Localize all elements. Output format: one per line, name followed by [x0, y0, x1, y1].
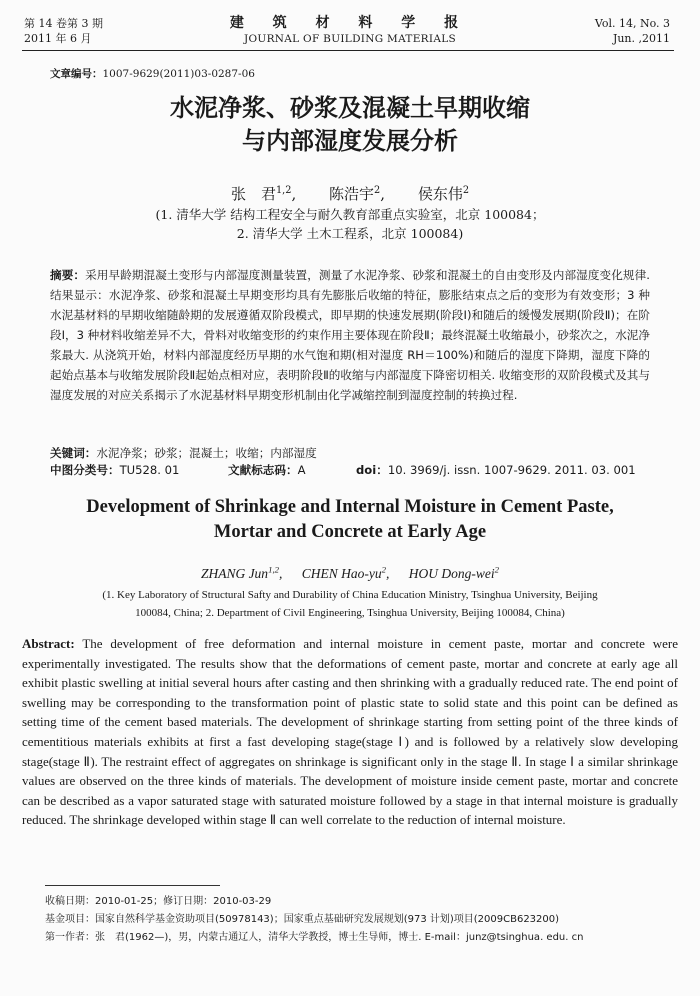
affiliation-cn-line-1: (1. 清华大学 结构工程安全与耐久教育部重点实验室，北京 100084； [155, 207, 545, 222]
document-code: 文献标志码：A [228, 463, 306, 477]
date-en: Jun. ,2011 [612, 32, 670, 45]
footnote-received: 收稿日期：2010-01-25；修订日期：2010-03-29 [45, 896, 272, 907]
keywords-cn-text: 水泥净浆；砂浆；混凝土；收缩；内部湿度 [96, 446, 317, 460]
article-number-value: 1007-9629(2011)03-0287-06 [102, 68, 255, 80]
clc-code: 中图分类号：TU528. 01 [50, 463, 180, 477]
article-number [50, 66, 255, 81]
affiliation-en-line-1: (1. Key Laboratory of Structural Safty and Durability of China Education Ministry, Tsinghua University, Beijing [102, 589, 598, 601]
doi: doi：10. 3969/j. issn. 1007-9629. 2011. 03. 001 [356, 463, 636, 477]
footnote-first-author: 第一作者：张 君(1962—)，男，内蒙古通辽人，清华大学教授，博士生导师，博士. E-mail：junz@tsinghua. edu. cn [45, 932, 584, 943]
volume-en: Vol. 14, No. 3 [594, 17, 670, 30]
affiliation-en-line-2: 100084, China; 2. Department of Civil Engineering, Tsinghua University, Beijing 100084, China) [135, 607, 565, 619]
title-en-line-2: Mortar and Concrete at Early Age [213, 522, 487, 542]
journal-name-cn: 建 筑 材 料 学 报 [229, 15, 471, 31]
keywords-cn-label: 关键词： [50, 446, 97, 460]
keywords-cn [50, 445, 650, 461]
title-en-line-1: Development of Shrinkage and Internal Moisture in Cement Paste, [86, 497, 614, 517]
date-cn: 2011 年 6 月 [24, 32, 92, 45]
journal-name-en: JOURNAL OF BUILDING MATERIALS [244, 33, 456, 45]
article-number-label: 文章编号： [50, 68, 103, 80]
title-cn-line-1: 水泥净浆、砂浆及混凝土早期收缩 [170, 94, 530, 122]
abstract-en-label: Abstract: [22, 636, 75, 651]
abstract-cn-label: 摘要： [50, 268, 86, 282]
abstract-cn [50, 265, 650, 405]
header-volume-en [595, 16, 670, 46]
abstract-cn-text: 采用早龄期混凝土变形与内部湿度测量装置，测量了水泥净浆、砂浆和混凝土的自由变形及内部湿度变化规律. 结果显示：水泥净浆、砂浆和混凝土早期变形均具有先膨胀后收缩的特征，膨胀结束点之后的变形为有效变形；3 种水泥基材料的早期收缩随龄期的发展遵循双阶段模式，即早期的快速发展期(阶段Ⅰ)和随后的缓慢发展期(阶段Ⅱ)；在阶段Ⅰ，3 种材料收缩差异不大，骨料对收缩变形的约束作用主要体现在阶段Ⅱ；最终混凝土收缩最小，砂浆次之，水泥净浆最大. 从浇筑开始，材料内部湿度经历早期的水气饱和期(相对湿度 RH＝100%)和随后的湿度下降期，湿度下降的起始点基本与收缩发展阶段Ⅱ起始点相对应，表明阶段Ⅱ的收缩与内部湿度下降密切相关. 收缩变形的双阶段模式及其与湿度发展的对应关系揭示了水泥基材料早期变形机制由化学减缩控制到湿度控制的转换过程. [50, 268, 650, 402]
author-en: HOU Dong-wei$^2$ [408, 564, 500, 581]
author-cn: 张 君$^{1,2}$, [230, 185, 297, 203]
footnote-funding: 基金项目：国家自然科学基金资助项目(50978143)；国家重点基础研究发展规划(973 计划)项目(2009CB623200) [45, 914, 560, 925]
header-rule [22, 50, 674, 51]
author-cn: 侯东伟$^2$ [417, 185, 470, 203]
author-cn: 陈浩宇$^2$, [329, 185, 386, 203]
title-cn-line-2: 与内部湿度发展分析 [242, 127, 458, 155]
volume-cn: 第 14 卷第 3 期 [24, 17, 103, 30]
author-en: ZHANG Jun$^{1,2}$, [200, 564, 283, 581]
affiliation-cn-line-2: 2. 清华大学 土木工程系，北京 100084) [236, 226, 464, 241]
author-en: CHEN Hao-$yu^2$, [301, 564, 390, 581]
authors-en [0, 566, 700, 582]
header-journal [200, 15, 500, 46]
abstract-en [22, 634, 678, 830]
header-volume-cn [24, 16, 103, 46]
footnote-rule [45, 885, 220, 886]
authors-cn [0, 183, 700, 204]
abstract-en-text: The development of free deformation and internal moisture in cement paste, mortar and concrete were experimentally investigated. The results show that the deformations of cement paste, mortar and concrete at early age all exhibit plastic swelling at initial several hours after casting and then shrinking with a gradually reduced rate. The end point of swelling may be corresponding to the transformation point of plastic state to solid state and this point can be defined as setting time of the cement based materials. The development of shrinkage starting from setting point of the three kinds of cementitious materials exhibits at first a fast developing stage(stage Ⅰ) and is followed by a relatively slow developing stage(stage Ⅱ). The restraint effect of aggregates on shrinkage is significant only in the stage Ⅱ. In stage Ⅰ a similar shrinkage values are observed on the three kinds of materials. The development of moisture inside cement paste, mortar and concrete can be described as a vapor saturated stage with saturated moisture followed by a stage in that internal moisture is gradually reduced. The shrinkage developed within stage Ⅱ can well correlate to the reduction of internal moisture. [22, 636, 678, 828]
